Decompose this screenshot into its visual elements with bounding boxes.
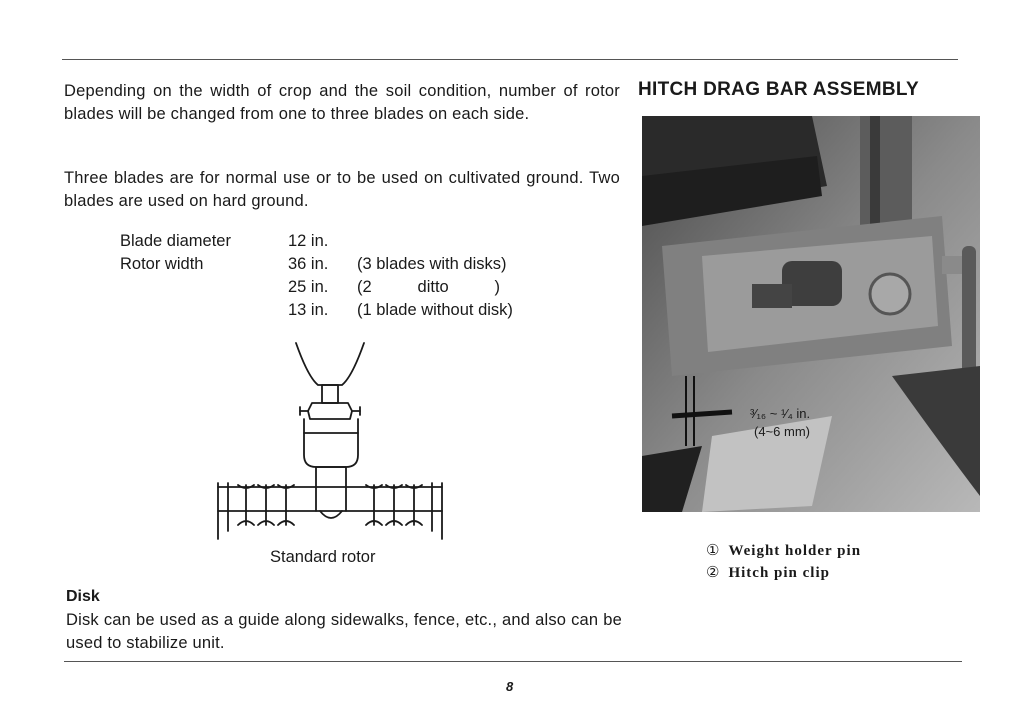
rotor-width-note-2: (2 ditto ) (357, 278, 501, 296)
photo-annotation-line-1: ³⁄₁₆ ~ ¹⁄₄ in. (750, 406, 811, 421)
photo-annotation-line-2: (4~6 mm) (754, 424, 810, 439)
rotor-width-label: Rotor width (120, 255, 204, 273)
bottom-rule (64, 661, 962, 662)
rotor-width-value-2: 25 in. (288, 278, 329, 296)
caption-number-1: ① (706, 543, 721, 559)
caption-text-1: Weight holder pin (728, 543, 862, 559)
page-number: 8 (506, 679, 514, 694)
intro-paragraph-2: Three blades are for normal use or to be used on cultivated ground. Two blades are used on hard ground. (64, 169, 620, 210)
hitch-title: HITCH DRAG BAR ASSEMBLY (638, 79, 920, 100)
top-rule (62, 59, 958, 60)
disk-text: Disk can be used as a guide along sidewalks, fence, etc., and also can be used to stabilize unit. (66, 611, 622, 652)
rotor-width-value-1: 36 in. (288, 255, 329, 273)
rotor-diagram (200, 335, 460, 545)
disk-title: Disk (66, 588, 100, 605)
caption-number-2: ② (706, 565, 721, 581)
hitch-photo-illustration (642, 116, 980, 512)
caption-text-2: Hitch pin clip (728, 565, 830, 581)
caption-weight-holder-pin (706, 541, 861, 560)
intro-paragraph-1: Depending on the width of crop and the soil condition, number of rotor blades will be changed from one to three blades on each side. (64, 82, 620, 123)
hitch-photo (642, 116, 980, 512)
rotor-width-value-3: 13 in. (288, 301, 329, 319)
rotor-width-note-1: (3 blades with disks) (357, 255, 507, 273)
blade-diameter-value: 12 in. (288, 232, 329, 250)
rotor-width-note-3: (1 blade without disk) (357, 301, 513, 319)
blade-diameter-label: Blade diameter (120, 232, 231, 250)
caption-hitch-pin-clip (706, 563, 830, 582)
diagram-caption: Standard rotor (270, 548, 376, 566)
